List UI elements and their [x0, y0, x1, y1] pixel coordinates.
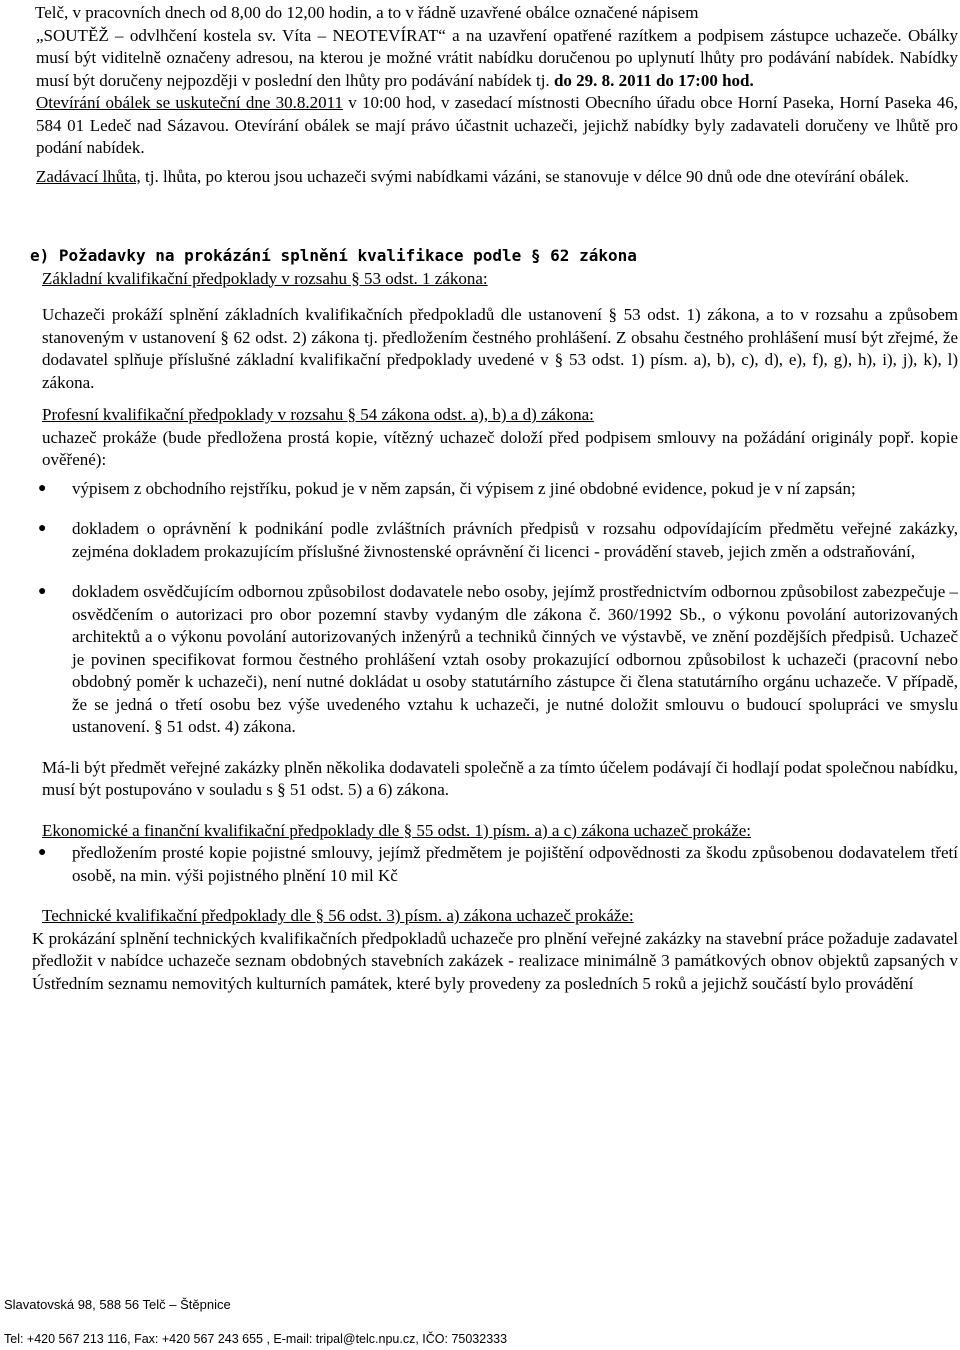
footer-contact: Tel: +420 567 213 116, Fax: +420 567 243 655 , E-mail: tripal@telc.npu.cz, IČO: 75032333	[4, 1332, 508, 1346]
professional-qualification-list	[36, 478, 958, 739]
bullet-icon: ●	[38, 521, 47, 536]
text-binding-rest: tj. lhůta, po kterou jsou uchazeči svými nabídkami vázáni, se stanovuje v délce 90 dnů ode dne otevírání obálek.	[140, 166, 909, 186]
section-e-title: e) Požadavky na prokázání splnění kvalifikace podle § 62 zákona	[30, 246, 637, 265]
list-item-text: dokladem osvědčujícím odbornou způsobilost dodavatele nebo osoby, jejímž prostřednictvím odbornou způsobilost zabezpečuje – osvědčením o autorizaci pro obor pozemní stavby vydaným dle zákona č. 360/1992 Sb., o výkonu povolání autorizovaných architektů a o výkonu povolání autorizovaných inženýrů a techniků činných ve výstavbě, ve znění pozdějších předpisů. Uchazeč je povinen specifikovat formou čestného prohlášení vztah osoby prokazující odbornou způsobilost k uchazeči (pracovní nebo obdobný poměr k uchazeči), není nutné dokládat u osoby statutárního zástupce či člena statutárního orgánu uchazeče. V případě, že se jedná o třetí osobu bez výše uvedeného vztahu k uchazeči, je nutné doložit smlouvu o budoucí spolupráci ve smyslu ustanovení. § 51 odst. 4) zákona.	[72, 582, 959, 736]
text-telc-hours: Telč, v pracovních dnech od 8,00 do 12,00 hodin, a to v řádně uzavřené obálce označené nápisem	[35, 3, 699, 22]
basic-qualification-text: Uchazeči prokáží splnění základních kvalifikačních předpokladů dle ustanovení § 53 odst. 1) zákona, a to v rozsahu a způsobem stanoveným v ustanovení § 62 odst. 2) zákona tj. předložením čestného prohlášení. Z obsahu čestného prohlášení musí být zřejmé, že dodavatel splňuje příslušné základní kvalifikační předpoklady uvedené v § 53 odst. 1) písm. a), b), c), d), e), f), g), h), i), j), k), l) zákona.	[42, 305, 958, 392]
bullet-icon: ●	[38, 584, 47, 599]
economic-qualification-heading: Ekonomické a finanční kvalifikační předpoklady dle § 55 odst. 1) písm. a) a c) zákona uchazeč prokáže:	[42, 820, 752, 840]
joint-offer-text: Má-li být předmět veřejné zakázky plněn několika dodavateli společně a za tímto účelem podávají či hodlají podat společnou nabídku, musí být postupováno v souladu s § 51 odst. 5) a 6) zákona.	[42, 757, 958, 799]
bullet-icon: ●	[38, 480, 47, 496]
professional-qualification-intro: uchazeč prokáže (bude předložena prostá kopie, vítězný uchazeč doloží před podpisem smlouvy na požádání originály popř. kopie ověřené):	[42, 427, 958, 469]
text-opening	[36, 92, 958, 160]
text-envelope-marking	[36, 25, 958, 93]
footer-address: Slavatovská 98, 588 56 Telč – Štěpnice	[4, 1297, 231, 1312]
document-page	[30, 2, 959, 995]
list-item-text: dokladem o oprávnění k podnikání podle zvláštních právních předpisů v rozsahu odpovídajícím předmětu veřejné zakázky, zejména dokladem prokazujícím příslušné živnostenské oprávnění či licenci - provádění staveb, jejich změn a odstraňování,	[72, 519, 958, 561]
basic-qualification-heading: Základní kvalifikační předpoklady v rozsahu § 53 odst. 1 zákona:	[42, 268, 488, 288]
text-opening-rest: v 10:00 hod, v zasedací místnosti Obecního úřadu obce Horní Paseka, Horní Paseka 46, 584 01 Ledeč nad Sázavou. Otevírání obálek se mají právo účastnit uchazeči, jejichž nabídky byly zadavateli doručeny ve lhůtě pro podání nabídek.	[36, 93, 958, 157]
text-binding-period	[36, 166, 958, 189]
text-binding-label: Zadávací lhůta,	[36, 166, 141, 186]
list-item	[36, 842, 958, 887]
list-item-text: předložením prosté kopie pojistné smlouvy, jejímž předmětem je pojištění odpovědnosti za škodu způsobenou dodavatelem třetí osobě, na min. výši pojistného plnění 10 mil Kč	[72, 843, 958, 885]
technical-qualification-heading: Technické kvalifikační předpoklady dle § 56 odst. 3) písm. a) zákona uchazeč prokáže:	[42, 906, 634, 925]
technical-qualification-text: K prokázání splnění technických kvalifikačních předpokladů uchazeče pro plnění veřejné zakázky na stavební práce požaduje zadavatel předložit v nabídce uchazeče seznam obdobných stavebních zakázek - realizace minimálně 3 památkových obnov objektů zapsaných v Ústředním seznamu nemovitých kulturních památek, které byly provedeny za posledních 5 roků a jejichž součástí bylo provádění	[32, 928, 958, 993]
list-item-text: výpisem z obchodního rejstříku, pokud je v něm zapsán, či výpisem z jiné obdobné evidence, pokud je v ní zapsán;	[72, 478, 856, 498]
list-item	[36, 478, 958, 501]
list-item	[36, 518, 958, 563]
economic-qualification-list	[36, 842, 958, 887]
list-item	[36, 581, 958, 739]
text-envelope-body: „SOUTĚŽ – odvlhčení kostela sv. Víta – NEOTEVÍRAT“ a na uzavření opatřené razítkem a podpisem zástupce uchazeče. Obálky musí být viditelně označeny adresou, na kterou je možné vrátit nabídku doručenou po uplynutí lhůty pro podávání nabídek. Nabídky musí být doručeny nejpozději v poslední den lhůty pro podávání nabídek tj.	[36, 25, 958, 90]
bullet-icon: ●	[38, 845, 47, 860]
text-deadline: do 29. 8. 2011 do 17:00 hod.	[553, 70, 754, 90]
text-opening-date: Otevírání obálek se uskuteční dne 30.8.2011	[36, 93, 343, 112]
professional-qualification-heading: Profesní kvalifikační předpoklady v rozsahu § 54 zákona odst. a), b) a d) zákona:	[42, 405, 594, 424]
